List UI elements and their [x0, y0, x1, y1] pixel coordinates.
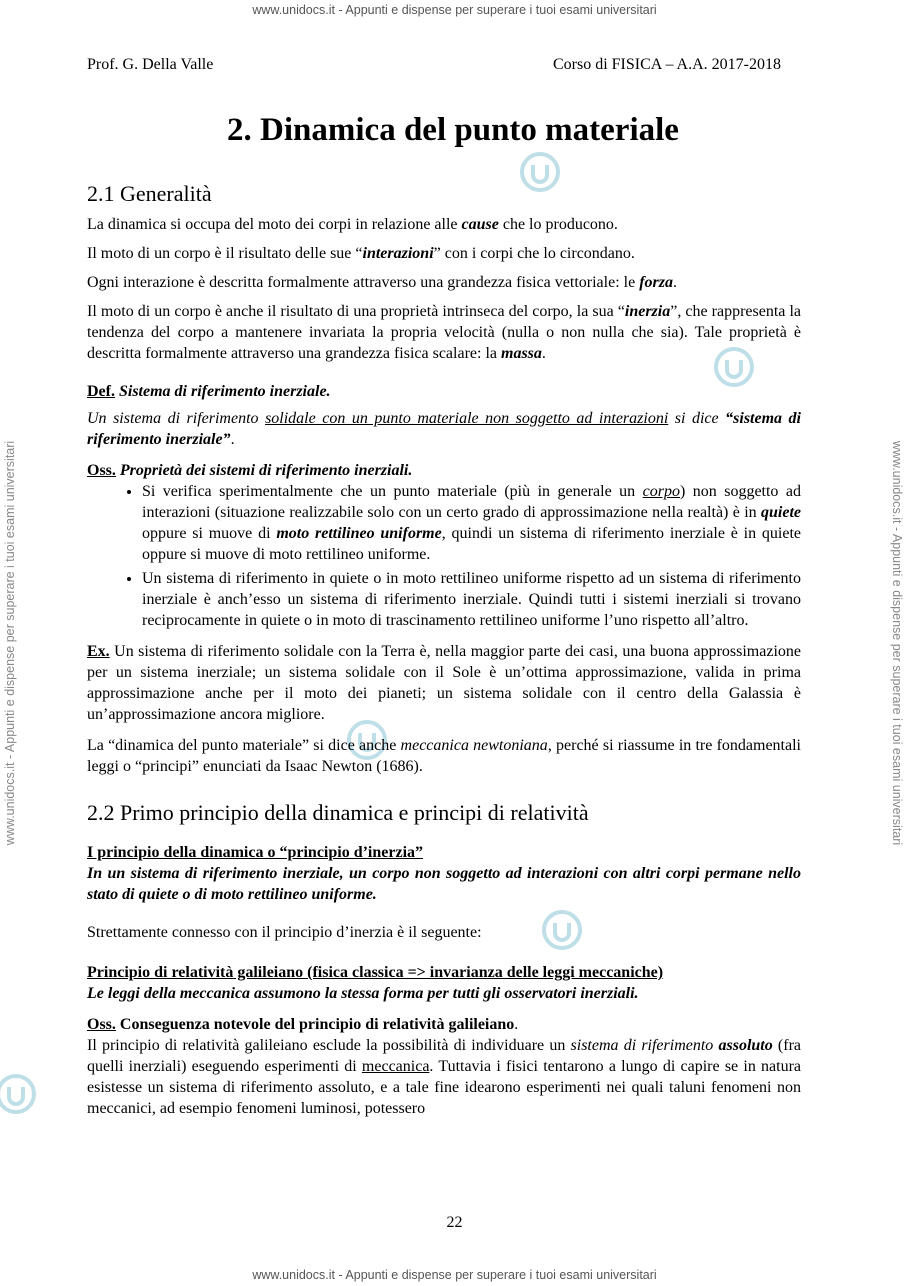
list-item: • Un sistema di riferimento in quiete o in moto rettilineo uniforme rispetto ad un sistema di riferimento inerziale è anch’esso un sistema di riferimento inerziale. Quindi tutti i sistemi inerziali si trovano reciprocamente in quiete o in moto di trascinamento rettilineo uniforme l’uno rispetto all’altro.	[142, 568, 801, 631]
definition-heading: Def. Sistema di riferimento inerziale.	[87, 383, 331, 400]
paragraph: Il moto di un corpo è anche il risultato di una proprietà intrinseca del corpo, la sua “inerzia”, che rappresenta la tendenza del corpo a mantenere invariata la propria velocità (nulla o non nulla che sia). Tale proprietà è descritta formalmente attraverso una grandezza fisica scalare: la massa.	[87, 303, 802, 362]
page-number: 22	[446, 1214, 463, 1231]
observation-heading: Oss. Conseguenza notevole del principio di relatività galileiano.	[87, 1016, 519, 1033]
watermark-left: www.unidocs.it - Appunti e dispense per superare i tuoi esami universitari	[3, 440, 17, 846]
definition-text: Un sistema di riferimento solidale con un punto materiale non soggetto ad interazioni si dice “sistema di riferimento inerziale”.	[87, 410, 801, 448]
paragraph: Ogni interazione è descritta formalmente attraverso una grandezza fisica vettoriale: le forza.	[87, 274, 677, 291]
header-course: Corso di FISICA – A.A. 2017-2018	[552, 56, 781, 73]
watermark-right: www.unidocs.it - Appunti e dispense per superare i tuoi esami universitari	[890, 440, 904, 846]
watermark-top: www.unidocs.it - Appunti e dispense per superare i tuoi esami universitari	[252, 3, 657, 17]
paragraph: La dinamica si occupa del moto dei corpi in relazione alle cause che lo producono.	[87, 216, 618, 233]
watermark-bottom: www.unidocs.it - Appunti e dispense per superare i tuoi esami universitari	[252, 1268, 657, 1282]
relativity-principle-title: Principio di relatività galileiano (fisica classica => invarianza delle leggi meccaniche)	[87, 964, 664, 981]
observation-list	[87, 481, 801, 631]
principle-text: In un sistema di riferimento inerziale, un corpo non soggetto ad interazioni con altri corpi permane nello stato di quiete o di moto rettilineo uniforme.	[87, 865, 801, 903]
paragraph: Il principio di relatività galileiano esclude la possibilità di individuare un sistema di riferimento assoluto (fra quelli inerziali) eseguendo esperimenti di meccanica. Tuttavia i fisici tentarono a lungo di capire se in natura esistesse un sistema di riferimento assoluto, e a tale fine idearono esperimenti nei quali taluni fenomeni non meccanici, ad esempio fenomeni luminosi, potessero	[87, 1037, 802, 1117]
relativity-principle-text: Le leggi della meccanica assumono la stessa forma per tutti gli osservatori inerziali.	[87, 985, 639, 1002]
unidocs-logo-icon	[0, 1072, 38, 1116]
page-content	[87, 110, 801, 1119]
example-paragraph: Ex. Un sistema di riferimento solidale con la Terra è, nella maggior parte dei casi, una buona approssimazione per un sistema inerziale; un sistema solidale con il Sole è un’ottima approssimazione, valida in prima approssimazione anche per il moto dei pianeti; un sistema solidale con il centro della Galassia è un’approssimazione ancora migliore.	[87, 643, 801, 723]
paragraph: Strettamente connesso con il principio d’inerzia è il seguente:	[87, 924, 482, 941]
section-heading-2-1: 2.1 Generalità	[87, 181, 212, 206]
observation-heading: Oss. Proprietà dei sistemi di riferimento inerziali.	[87, 462, 413, 479]
page-header	[87, 56, 781, 76]
section-heading-2-2: 2.2 Primo principio della dinamica e principi di relatività	[87, 800, 589, 825]
paragraph: Il moto di un corpo è il risultato delle sue “interazioni” con i corpi che lo circondano.	[87, 245, 635, 262]
list-item: • Si verifica sperimentalmente che un punto materiale (più in generale un corpo) non soggetto ad interazioni (situazione realizzabile solo con un certo grado di approssimazione nella realtà) è in quiete oppure si muove di moto rettilineo uniforme, quindi un sistema di riferimento inerziale è in quiete oppure si muove di moto rettilineo uniforme.	[142, 481, 801, 565]
principle-title: I principio della dinamica o “principio d’inerzia”	[87, 844, 424, 861]
chapter-title: 2. Dinamica del punto materiale	[227, 112, 679, 148]
header-author: Prof. G. Della Valle	[87, 56, 214, 73]
paragraph: La “dinamica del punto materiale” si dice anche meccanica newtoniana, perché si riassume in tre fondamentali leggi o “principi” enunciati da Isaac Newton (1686).	[87, 737, 801, 775]
